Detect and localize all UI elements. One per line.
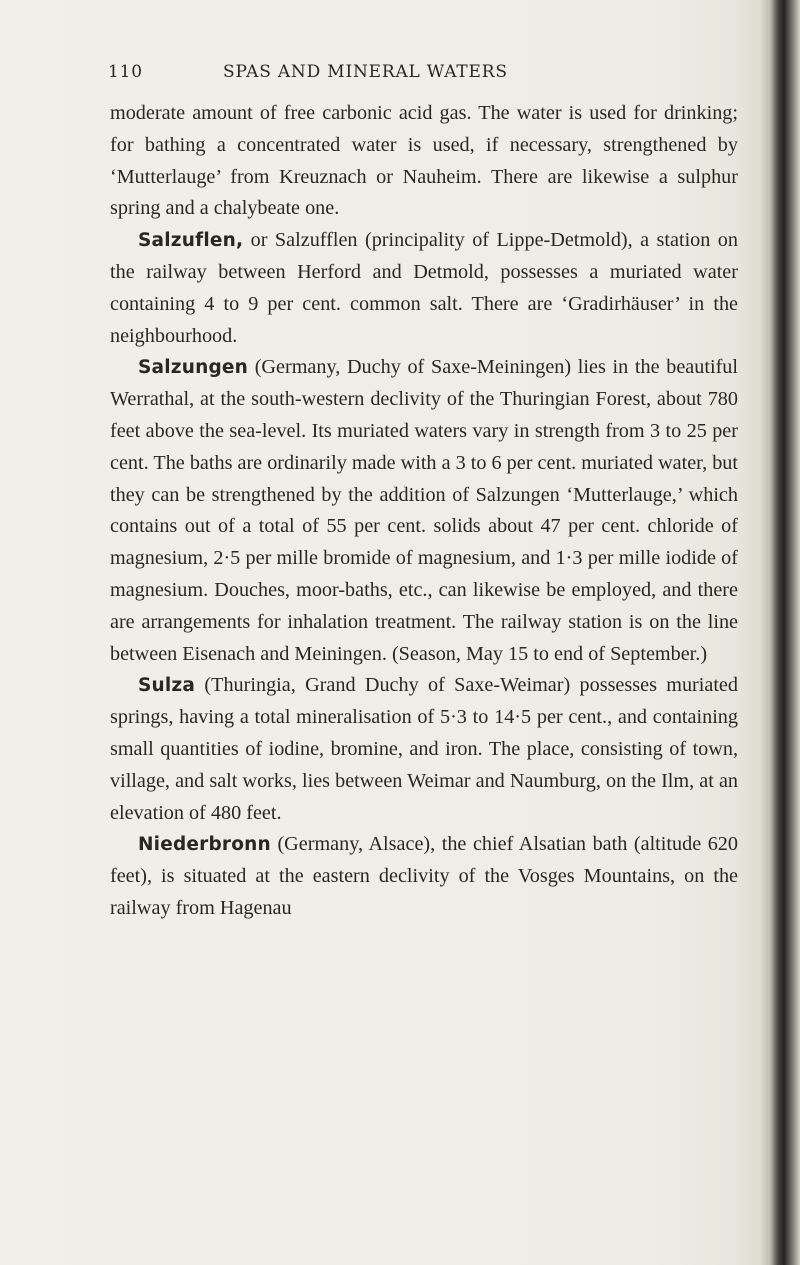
entry-heading: Salzungen [138, 357, 249, 379]
page-number: 110 [108, 62, 143, 82]
body-text [110, 98, 738, 925]
paragraph-text: (Germany, Alsace), the chief Alsatian bath (altitude 620 feet), is situated at the eastern declivity of the Vosges Mountains, on the railway from Hagenau [110, 833, 738, 919]
paragraph-text: (Thuringia, Grand Duchy of Saxe-Weimar) possesses muriated springs, having a total mineralisation of 5·3 to 14·5 per cent., and containing small quantities of iodine, bromine, and iron. The place, consisting of town, village, and salt works, lies between Weimar and Naumburg, on the Ilm, at an elevation of 480 feet. [110, 674, 738, 824]
page-binding-shadow [760, 0, 800, 1265]
page-header [108, 62, 748, 88]
paragraph-salzuflen [110, 225, 738, 352]
paragraph-text: (Germany, Duchy of Saxe-Meiningen) lies in the beautiful Werrathal, at the south-western declivity of the Thuringian Forest, about 780 feet above the sea-level. Its muriated waters vary in strength from 3 to 25 per cent. The baths are ordinarily made with a 3 to 6 per cent. muriated water, but they can be strengthened by the addition of Salzungen ‘Mutterlauge,’ which contains out of a total of 55 per cent. solids about 47 per cent. chloride of magnesium, 2·5 per mille bromide of magnesium, and 1·3 per mille iodide of magnesium. Douches, moor-baths, etc., can likewise be employed, and there are arrangements for inhalation treatment. The railway station is on the line between Eisenach and Meiningen. (Season, May 15 to end of September.) [110, 356, 738, 665]
paragraph-text: or Salzufflen (principality of Lippe-Detmold), a station on the railway between Herford and Detmold, possesses a muriated water containing 4 to 9 per cent. common salt. There are ‘Gradirhäuser’ in the neighbourhood. [110, 229, 738, 347]
paragraph-continuation [110, 98, 738, 225]
paragraph-niederbronn [110, 829, 738, 924]
paragraph-text: moderate amount of free carbonic acid gas. The water is used for drinking; for bathing a concentrated water is used, if necessary, strengthened by ‘Mutterlauge’ from Kreuznach or Nauheim. There are likewise a sulphur spring and a chalybeate one. [110, 102, 738, 220]
paragraph-sulza [110, 670, 738, 829]
paragraph-salzungen [110, 352, 738, 670]
entry-heading: Niederbronn [138, 834, 271, 856]
entry-heading: Salzuflen, [138, 230, 244, 252]
entry-heading: Sulza [138, 675, 196, 697]
running-title: SPAS AND MINERAL WATERS [223, 62, 508, 82]
